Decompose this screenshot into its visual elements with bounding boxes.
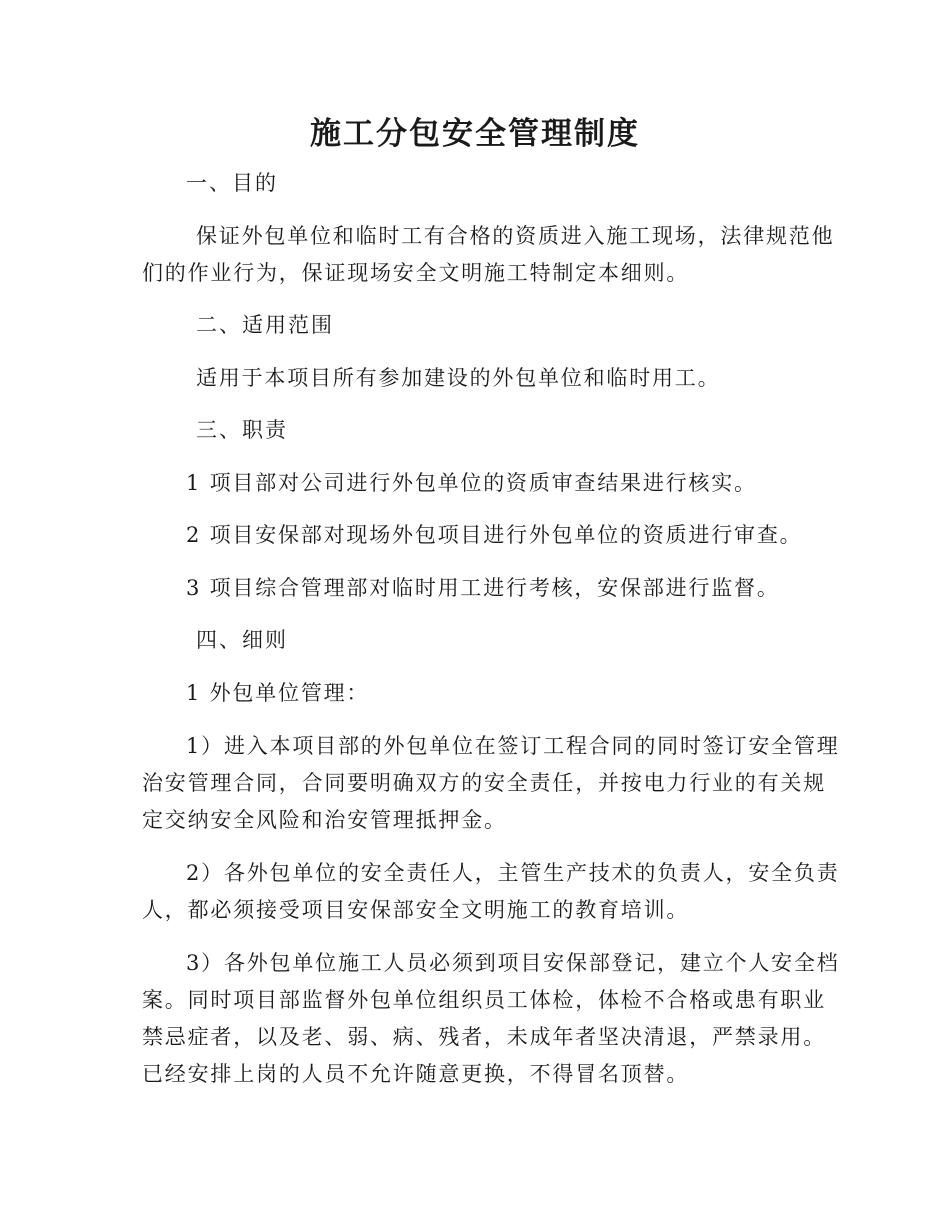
document-title: 施工分包安全管理制度 [310, 116, 640, 152]
paragraph-line: 定交纳安全风险和治安管理抵押金。 [142, 808, 507, 832]
list-item: 1 项目部对公司进行外包单位的资质审查结果进行核实。 [186, 471, 757, 495]
subsection-heading: 1 外包单位管理： [186, 681, 370, 705]
paragraph-line: 2）各外包单位的安全责任人，主管生产技术的负责人，安全负责 [186, 861, 840, 885]
paragraph-line: 1）进入本项目部的外包单位在签订工程合同的同时签订安全管理 [186, 734, 840, 758]
list-item: 3 项目综合管理部对临时用工进行考核，安保部进行监督。 [186, 576, 780, 600]
paragraph-line: 治安管理合同，合同要明确双方的安全责任，并按电力行业的有关规 [142, 771, 826, 795]
paragraph-line: 适用于本项目所有参加建设的外包单位和临时用工。 [196, 366, 721, 390]
section-heading-purpose: 一、目的 [186, 171, 278, 195]
paragraph-line: 保证外包单位和临时工有合格的资质进入施工现场，法律规范他 [196, 224, 835, 248]
paragraph-line: 禁忌症者，以及老、弱、病、残者，未成年者坚决清退，严禁录用。 [142, 1025, 826, 1049]
section-heading-duties: 三、职责 [196, 418, 288, 442]
section-heading-scope: 二、适用范围 [196, 313, 334, 337]
paragraph-line: 人，都必须接受项目安保部安全文明施工的教育培训。 [142, 898, 690, 922]
paragraph-line: 3）各外包单位施工人员必须到项目安保部登记，建立个人安全档 [186, 951, 840, 975]
paragraph-line: 已经安排上岗的人员不允许随意更换，不得冒名顶替。 [142, 1062, 690, 1086]
paragraph-line: 们的作业行为，保证现场安全文明施工特制定本细则。 [142, 261, 690, 285]
paragraph-line: 案。同时项目部监督外包单位组织员工体检，体检不合格或患有职业 [142, 988, 826, 1012]
list-item: 2 项目安保部对现场外包项目进行外包单位的资质进行审查。 [186, 523, 803, 547]
section-heading-rules: 四、细则 [196, 628, 288, 652]
